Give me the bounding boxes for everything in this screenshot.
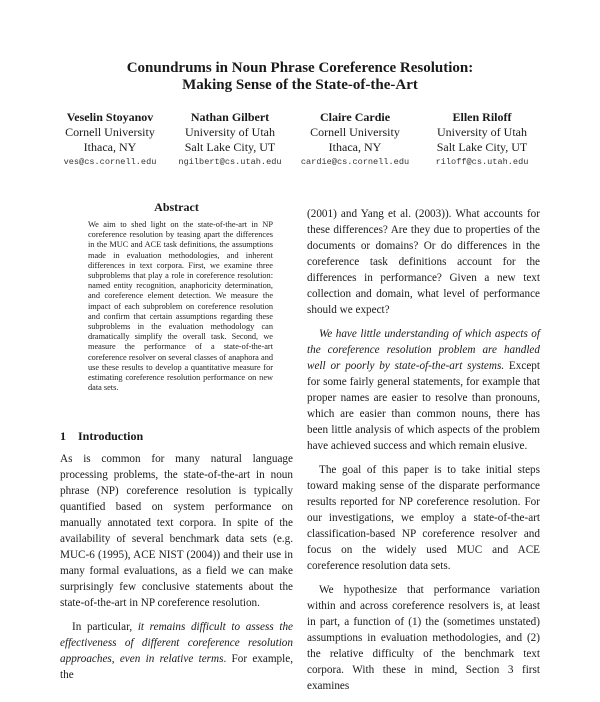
abstract-heading: Abstract — [154, 200, 199, 214]
author-location: Ithaca, NY — [83, 140, 137, 154]
text-span: . For example, the — [60, 653, 294, 681]
author-location: Salt Lake City, UT — [436, 140, 528, 154]
section-heading — [60, 429, 143, 444]
intro-paragraph-2 — [60, 619, 293, 683]
author-name: Ellen Riloff — [452, 110, 512, 124]
right-column-body — [307, 206, 540, 702]
author-1 — [50, 110, 170, 170]
emphasis-text: it remains difficult to assess the effectiveness of different coreference resolution approaches, even in relative terms — [60, 621, 293, 665]
author-4 — [422, 110, 542, 170]
author-block — [60, 110, 540, 168]
author-2 — [170, 110, 290, 170]
author-affiliation: University of Utah — [185, 125, 275, 139]
author-3 — [295, 110, 415, 170]
intro-paragraph-1: As is common for many natural language processing problems, the state-of-the-art in noun phrase (NP) coreference resolution is typically quantified based on system performance on manually annotated text corpora. In spite of the availability of several benchmark data sets (e.g. MUC-6 (1995), ACE NIST (2004)) and their use in many formal evaluations, as a field we can make surprisingly few conclusive statements about the state-of-the-art in NP coreference resolution. — [60, 453, 293, 609]
author-location: Salt Lake City, UT — [184, 140, 276, 154]
author-name: Veselin Stoyanov — [66, 110, 154, 124]
author-email: ves@cs.cornell.edu — [63, 157, 157, 167]
emphasis-text: We have little understanding of which aspects of the coreference resolution problem are handled well or poorly by state-of-the-art systems. — [307, 328, 540, 372]
author-email: cardie@cs.cornell.edu — [300, 157, 410, 167]
body-paragraph-2 — [307, 326, 540, 454]
body-paragraph-3: The goal of this paper is to take initial steps toward making sense of the disparate performance results reported for NP coreference resolution. For our investigations, we employ a state-of-the-art classification-based NP coreference resolver and focus on the widely used MUC and ACE coreference resolution data sets. — [307, 464, 540, 572]
section-number: 1 — [60, 429, 66, 443]
section-title: Introduction — [78, 429, 144, 443]
author-affiliation: University of Utah — [437, 125, 527, 139]
author-affiliation: Cornell University — [65, 125, 155, 139]
author-location: Ithaca, NY — [328, 140, 382, 154]
author-email: riloff@cs.utah.edu — [435, 157, 529, 167]
text-span: Except for some fairly general statements, for example that proper names are easier to resolve than pronouns, which are easier than common nouns, there has been little analysis of which aspects of the problem have achieved success and which remain elusive. — [307, 360, 540, 452]
body-paragraph-1: (2001) and Yang et al. (2003)). What accounts for these differences? Are they due to properties of the documents or domains? Or do differences in the coreference task definitions account for the differences in performance? Given a new text collection and domain, what level of performance should we expect? — [307, 208, 540, 316]
text-span: In particular, — [72, 621, 138, 633]
paper-title — [0, 60, 600, 94]
author-name: Claire Cardie — [319, 110, 391, 124]
body-paragraph-4: We hypothesize that performance variation within and across coreference resolvers is, at least in part, a function of (1) the (sometimes unstated) assumptions in evaluation methodologies, and (2) the relative difficulty of the benchmark text corpora. With these in mind, Section 3 first examines — [307, 584, 540, 692]
abstract-text: We aim to shed light on the state-of-the-art in NP coreference resolution by teasing apart the differences in the MUC and ACE task definitions, the assumptions made in evaluation methodologies, and inherent differences in text corpora. First, we examine three subproblems that play a role in coreference resolution: named entity recognition, anaphoricity determination, and coreference element detection. We measure the impact of each subproblem on coreference resolution and confirm that certain assumptions regarding these subproblems in the evaluation methodology can dramatically simplify the overall task. Second, we measure the performance of a state-of-the-art coreference resolver on several classes of anaphora and use these results to develop a quantitative measure for estimating coreference resolution performance on new data sets. — [88, 220, 273, 393]
author-email: ngilbert@cs.utah.edu — [178, 157, 282, 167]
title-line-1: Conundrums in Noun Phrase Coreference Resolution: — [126, 60, 474, 76]
title-line-2: Making Sense of the State-of-the-Art — [182, 77, 418, 93]
author-affiliation: Cornell University — [310, 125, 400, 139]
left-column-body — [60, 451, 293, 691]
author-name: Nathan Gilbert — [190, 110, 270, 124]
